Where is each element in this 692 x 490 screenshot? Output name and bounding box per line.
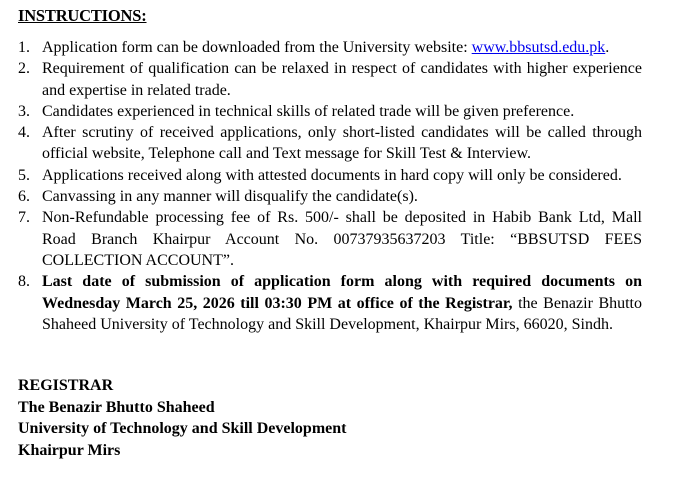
instruction-item-2 — [18, 58, 642, 101]
item-text: Requirement of qualification can be relaxed in respect of candidates with higher experience and expertise in related trade. — [42, 60, 642, 99]
instruction-item-5 — [18, 165, 642, 186]
item-text: Applications received along with attested documents in hard copy will only be considered. — [42, 166, 622, 184]
item-number: 5. — [18, 166, 30, 184]
instruction-item-6 — [18, 186, 642, 207]
university-website-link[interactable]: www.bbsutsd.edu.pk — [471, 39, 606, 56]
item-number: 2. — [18, 60, 30, 78]
signature-line-2: University of Technology and Skill Development — [18, 420, 347, 437]
signature-line-1: The Benazir Bhutto Shaheed — [18, 398, 215, 416]
item-number: 8. — [18, 273, 30, 291]
item-text: After scrutiny of received applications, only short-listed candidates will be called through official website, Telephone call and Text message for Skill Test & Interview. — [42, 124, 642, 163]
instruction-item-7 — [18, 207, 642, 271]
instruction-item-1: 1. Application form can be downloaded from the University website: www.bbsutsd.edu.pk. — [18, 37, 642, 58]
item-number: 1. — [18, 39, 30, 56]
item-number: 3. — [18, 102, 30, 120]
signature-title: REGISTRAR — [18, 377, 114, 394]
instruction-item-4 — [18, 122, 642, 165]
instruction-item-3 — [18, 101, 642, 122]
deadline-text: Last date of submission of application form along with required documents on Wednesday March 25, 2026 till 03:30 PM at office of the Registrar, — [42, 273, 642, 312]
item-text: Canvassing in any manner will disqualify the candidate(s). — [42, 188, 418, 206]
signature-line-3: Khairpur Mirs — [18, 441, 121, 459]
instructions-list — [18, 37, 642, 335]
item-number: 7. — [18, 209, 30, 227]
instructions-heading: INSTRUCTIONS: — [18, 6, 147, 25]
signature-block — [18, 375, 346, 461]
item-text: Non-Refundable processing fee of Rs. 500/- shall be deposited in Habib Bank Ltd, Mall Road Branch Khairpur Account No. 00737935637203 Title: “BBSUTSD FEES COLLECTION ACCOUNT”. — [42, 209, 642, 269]
item-text: Application form can be downloaded from the University website: — [42, 39, 472, 56]
item-text: Candidates experienced in technical skills of related trade will be given preference. — [42, 102, 575, 120]
item-number: 6. — [18, 188, 30, 206]
instruction-item-8 — [18, 271, 642, 335]
item-text: the Benazir Bhutto Shaheed University of Technology and Skill Development, Khairpur Mirs, 66020, Sindh. — [42, 294, 642, 333]
item-number: 4. — [18, 124, 30, 142]
